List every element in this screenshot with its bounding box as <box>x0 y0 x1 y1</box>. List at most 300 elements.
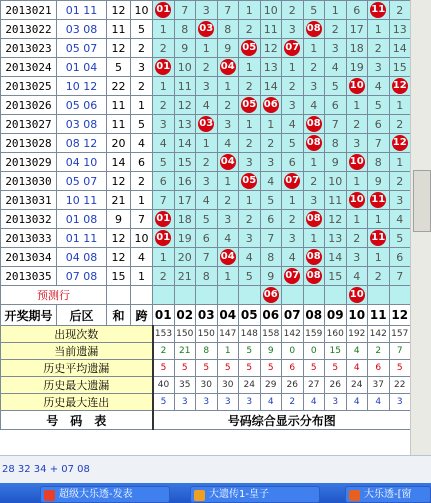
header-number: 08 <box>303 305 325 326</box>
stats-value: 0 <box>282 343 304 360</box>
hit-ball: 04 <box>220 154 236 170</box>
predict-cell[interactable] <box>196 286 218 305</box>
number-cell: 2 <box>368 39 390 58</box>
number-cell: 8 <box>196 267 218 286</box>
period-cell: 2013026 <box>1 96 57 115</box>
span-cell: 10 <box>131 1 153 20</box>
predict-cell[interactable] <box>239 286 261 305</box>
sum-cell: 12 <box>107 172 131 191</box>
stats-value: 5 <box>260 360 282 377</box>
table-row <box>1 39 411 58</box>
header-period: 开奖期号 <box>1 305 57 326</box>
span-cell: 2 <box>131 77 153 96</box>
number-cell: 1 <box>260 115 282 134</box>
back-zone-cell: 10 12 <box>57 77 107 96</box>
hit-ball: 08 <box>306 135 322 151</box>
hit-ball: 07 <box>284 40 300 56</box>
number-cell <box>303 115 325 134</box>
number-cell: 1 <box>196 39 218 58</box>
stats-value: 3 <box>174 394 196 411</box>
stats-value: 4 <box>346 360 368 377</box>
hit-ball: 08 <box>306 268 322 284</box>
number-cell: 3 <box>196 172 218 191</box>
number-cell: 7 <box>389 267 411 286</box>
number-cell <box>153 1 175 20</box>
stats-value: 0 <box>303 343 325 360</box>
stats-value: 159 <box>303 326 325 343</box>
header-number: 07 <box>282 305 304 326</box>
predict-row[interactable] <box>1 286 411 305</box>
stats-value: 30 <box>217 377 239 394</box>
table-row <box>1 115 411 134</box>
number-cell: 2 <box>153 267 175 286</box>
stats-value: 35 <box>174 377 196 394</box>
stats-value: 5 <box>239 343 261 360</box>
number-cell <box>346 191 368 210</box>
stats-row <box>1 394 411 411</box>
span-cell: 2 <box>131 39 153 58</box>
header-number: 06 <box>260 305 282 326</box>
period-cell: 2013023 <box>1 39 57 58</box>
number-cell <box>153 58 175 77</box>
hit-ball: 05 <box>241 97 257 113</box>
stats-value: 22 <box>389 377 411 394</box>
number-cell: 3 <box>303 77 325 96</box>
number-cell <box>282 172 304 191</box>
number-cell: 8 <box>174 20 196 39</box>
hit-ball: 05 <box>241 40 257 56</box>
number-cell <box>303 134 325 153</box>
footer-left: 号 码 表 <box>1 411 153 430</box>
empty-cell <box>107 286 131 305</box>
number-cell: 3 <box>282 20 304 39</box>
stats-value: 27 <box>303 377 325 394</box>
number-cell: 14 <box>174 134 196 153</box>
hit-ball: 11 <box>370 192 386 208</box>
number-cell: 6 <box>260 210 282 229</box>
number-cell <box>346 153 368 172</box>
number-cell: 2 <box>325 20 347 39</box>
number-cell <box>239 172 261 191</box>
number-cell: 5 <box>368 96 390 115</box>
number-cell: 7 <box>325 115 347 134</box>
number-cell: 1 <box>217 267 239 286</box>
predict-cell[interactable] <box>174 286 196 305</box>
number-cell: 2 <box>282 1 304 20</box>
period-cell: 2013022 <box>1 20 57 39</box>
stats-value: 5 <box>153 360 175 377</box>
back-zone-cell: 01 08 <box>57 210 107 229</box>
taskbar <box>0 483 431 503</box>
number-cell: 1 <box>325 1 347 20</box>
hit-ball: 08 <box>306 249 322 265</box>
number-cell: 1 <box>239 58 261 77</box>
hit-ball: 01 <box>155 59 171 75</box>
stats-value: 142 <box>368 326 390 343</box>
number-cell: 2 <box>239 77 261 96</box>
number-cell: 4 <box>239 248 261 267</box>
number-cell: 3 <box>282 229 304 248</box>
span-cell: 4 <box>131 248 153 267</box>
sum-cell: 11 <box>107 115 131 134</box>
period-cell: 2013021 <box>1 1 57 20</box>
stats-value: 29 <box>260 377 282 394</box>
taskbar-item-3[interactable] <box>345 486 431 503</box>
number-cell: 4 <box>389 210 411 229</box>
stats-value: 157 <box>389 326 411 343</box>
header-number: 11 <box>368 305 390 326</box>
stats-label: 历史平均遗漏 <box>1 360 153 377</box>
hit-ball: 10 <box>349 154 365 170</box>
stats-value: 5 <box>196 360 218 377</box>
back-zone-cell: 07 08 <box>57 267 107 286</box>
number-cell: 4 <box>217 229 239 248</box>
stats-value: 160 <box>325 326 347 343</box>
stats-value: 3 <box>196 394 218 411</box>
number-cell: 2 <box>196 153 218 172</box>
number-cell: 17 <box>174 191 196 210</box>
number-cell: 2 <box>389 1 411 20</box>
number-cell <box>389 77 411 96</box>
number-cell: 6 <box>389 248 411 267</box>
number-cell <box>303 267 325 286</box>
hit-ball: 04 <box>220 249 236 265</box>
number-cell: 1 <box>303 229 325 248</box>
app-icon <box>44 490 55 501</box>
number-cell: 6 <box>368 115 390 134</box>
number-cell: 3 <box>217 115 239 134</box>
hit-ball: 08 <box>306 211 322 227</box>
stats-value: 5 <box>174 360 196 377</box>
number-cell: 5 <box>282 134 304 153</box>
vertical-scrollbar[interactable] <box>410 0 431 455</box>
sum-cell: 12 <box>107 39 131 58</box>
sum-cell: 14 <box>107 153 131 172</box>
stats-value: 6 <box>368 360 390 377</box>
back-zone-cell: 04 10 <box>57 153 107 172</box>
taskbar-item-2[interactable] <box>190 486 320 503</box>
header-sum: 和 <box>107 305 131 326</box>
number-cell: 3 <box>282 96 304 115</box>
header-number: 09 <box>325 305 347 326</box>
number-cell: 1 <box>346 172 368 191</box>
stats-value: 15 <box>325 343 347 360</box>
number-cell: 2 <box>346 229 368 248</box>
number-cell: 3 <box>239 153 261 172</box>
number-cell <box>217 153 239 172</box>
table-row <box>1 77 411 96</box>
table-row <box>1 267 411 286</box>
header-number: 10 <box>346 305 368 326</box>
number-cell: 20 <box>174 248 196 267</box>
span-cell: 1 <box>131 267 153 286</box>
number-cell: 1 <box>368 210 390 229</box>
number-cell <box>239 96 261 115</box>
back-zone-cell: 01 11 <box>57 1 107 20</box>
predict-label: 预测行 <box>1 286 107 305</box>
table-row <box>1 1 411 20</box>
number-cell: 3 <box>346 134 368 153</box>
number-cell: 4 <box>217 134 239 153</box>
hit-ball: 01 <box>155 230 171 246</box>
number-cell: 2 <box>217 191 239 210</box>
taskbar-item-label: 超级大乐透-发表 <box>59 489 133 500</box>
number-cell: 3 <box>303 191 325 210</box>
stats-value: 3 <box>239 394 261 411</box>
predict-cell[interactable] <box>368 286 390 305</box>
stats-value: 3 <box>217 394 239 411</box>
hit-ball: 05 <box>241 173 257 189</box>
taskbar-item-1[interactable] <box>40 486 170 503</box>
stats-value: 26 <box>282 377 304 394</box>
number-cell: 15 <box>174 153 196 172</box>
hit-ball: 01 <box>155 211 171 227</box>
stats-value: 24 <box>239 377 261 394</box>
header-number: 05 <box>239 305 261 326</box>
predict-cell[interactable] <box>303 286 325 305</box>
number-cell: 1 <box>346 96 368 115</box>
number-cell: 6 <box>196 229 218 248</box>
table-row <box>1 134 411 153</box>
predicted-ball[interactable]: 06 <box>263 287 279 303</box>
app-icon <box>349 490 360 501</box>
number-cell <box>368 191 390 210</box>
number-cell: 8 <box>325 134 347 153</box>
number-cell: 1 <box>389 153 411 172</box>
stats-value: 147 <box>217 326 239 343</box>
number-cell: 19 <box>346 58 368 77</box>
hit-ball: 03 <box>198 21 214 37</box>
hit-ball: 04 <box>220 59 236 75</box>
number-cell: 7 <box>153 191 175 210</box>
number-cell: 7 <box>368 134 390 153</box>
number-cell: 4 <box>153 134 175 153</box>
number-cell: 3 <box>346 248 368 267</box>
number-cell: 3 <box>325 39 347 58</box>
number-cell: 2 <box>303 172 325 191</box>
table-row <box>1 191 411 210</box>
stats-value: 5 <box>153 394 175 411</box>
span-cell: 1 <box>131 191 153 210</box>
number-cell <box>346 77 368 96</box>
number-cell <box>368 1 390 20</box>
predict-cell[interactable] <box>282 286 304 305</box>
number-cell: 1 <box>282 58 304 77</box>
number-cell <box>282 267 304 286</box>
predict-cell[interactable] <box>346 286 368 305</box>
number-cell: 1 <box>239 1 261 20</box>
number-cell: 7 <box>174 1 196 20</box>
stats-value: 2 <box>153 343 175 360</box>
back-zone-cell: 05 06 <box>57 96 107 115</box>
sum-cell: 12 <box>107 248 131 267</box>
back-zone-cell: 01 11 <box>57 229 107 248</box>
number-cell: 4 <box>196 191 218 210</box>
number-cell: 1 <box>153 248 175 267</box>
number-cell: 21 <box>174 267 196 286</box>
number-cell: 14 <box>325 248 347 267</box>
number-cell: 2 <box>153 39 175 58</box>
stats-label: 历史最大遗漏 <box>1 377 153 394</box>
number-cell: 15 <box>389 58 411 77</box>
number-cell <box>153 229 175 248</box>
number-cell: 3 <box>260 153 282 172</box>
back-zone-cell: 10 11 <box>57 191 107 210</box>
number-cell: 13 <box>260 58 282 77</box>
number-cell: 4 <box>303 96 325 115</box>
sum-cell: 5 <box>107 58 131 77</box>
stats-value: 4 <box>346 343 368 360</box>
stats-value: 4 <box>368 394 390 411</box>
period-cell: 2013034 <box>1 248 57 267</box>
app-icon <box>194 490 205 501</box>
stats-value: 26 <box>325 377 347 394</box>
number-cell: 2 <box>239 20 261 39</box>
sum-cell: 21 <box>107 191 131 210</box>
number-cell: 6 <box>282 153 304 172</box>
predicted-ball[interactable]: 10 <box>349 287 365 303</box>
period-cell: 2013024 <box>1 58 57 77</box>
stats-value: 6 <box>282 360 304 377</box>
hit-ball: 08 <box>306 116 322 132</box>
header-number: 12 <box>389 305 411 326</box>
stats-label: 当前遗漏 <box>1 343 153 360</box>
stats-value: 5 <box>303 360 325 377</box>
period-cell: 2013033 <box>1 229 57 248</box>
stats-value: 9 <box>260 343 282 360</box>
number-cell: 9 <box>325 153 347 172</box>
sum-cell: 12 <box>107 1 131 20</box>
table-row <box>1 229 411 248</box>
number-cell: 1 <box>346 210 368 229</box>
number-cell: 2 <box>282 210 304 229</box>
stats-row <box>1 377 411 394</box>
table-row <box>1 58 411 77</box>
number-cell: 8 <box>217 20 239 39</box>
header-number: 04 <box>217 305 239 326</box>
sum-cell: 11 <box>107 96 131 115</box>
number-cell: 6 <box>325 96 347 115</box>
stats-value: 24 <box>346 377 368 394</box>
period-cell: 2013029 <box>1 153 57 172</box>
number-cell: 19 <box>174 229 196 248</box>
stats-value: 150 <box>174 326 196 343</box>
number-cell: 1 <box>153 77 175 96</box>
number-cell: 5 <box>303 1 325 20</box>
number-cell: 2 <box>368 267 390 286</box>
hit-ball: 11 <box>370 230 386 246</box>
period-cell: 2013027 <box>1 115 57 134</box>
number-cell: 7 <box>260 229 282 248</box>
number-cell <box>282 39 304 58</box>
number-cell: 4 <box>325 58 347 77</box>
back-zone-cell: 03 08 <box>57 115 107 134</box>
stats-value: 158 <box>260 326 282 343</box>
number-cell: 10 <box>325 172 347 191</box>
taskbar-item-label: 大乐透-[窗 <box>364 489 412 500</box>
hit-ball: 07 <box>284 268 300 284</box>
number-cell: 12 <box>325 210 347 229</box>
sum-cell: 20 <box>107 134 131 153</box>
header-back: 后区 <box>57 305 107 326</box>
number-cell: 3 <box>239 229 261 248</box>
stats-value: 5 <box>239 360 261 377</box>
number-cell: 4 <box>346 267 368 286</box>
span-cell: 1 <box>131 96 153 115</box>
number-cell: 4 <box>260 172 282 191</box>
number-cell: 9 <box>174 39 196 58</box>
header-number: 03 <box>196 305 218 326</box>
predict-cell[interactable] <box>325 286 347 305</box>
back-zone-cell: 05 07 <box>57 39 107 58</box>
number-cell <box>260 96 282 115</box>
hit-ball: 06 <box>263 97 279 113</box>
number-cell: 11 <box>260 20 282 39</box>
number-cell: 4 <box>282 248 304 267</box>
number-cell: 1 <box>239 191 261 210</box>
number-cell: 4 <box>368 77 390 96</box>
number-cell: 17 <box>346 20 368 39</box>
number-cell <box>303 210 325 229</box>
stats-value: 4 <box>303 394 325 411</box>
number-cell: 5 <box>325 77 347 96</box>
number-cell: 1 <box>368 248 390 267</box>
hit-ball: 01 <box>155 2 171 18</box>
header-number: 02 <box>174 305 196 326</box>
number-cell: 6 <box>153 172 175 191</box>
number-cell: 9 <box>368 172 390 191</box>
number-cell: 9 <box>260 267 282 286</box>
predict-cell[interactable] <box>153 286 175 305</box>
period-cell: 2013035 <box>1 267 57 286</box>
number-cell: 3 <box>389 191 411 210</box>
number-cell: 1 <box>196 134 218 153</box>
number-cell: 2 <box>389 172 411 191</box>
number-cell <box>389 134 411 153</box>
sum-cell: 11 <box>107 20 131 39</box>
span-cell: 5 <box>131 20 153 39</box>
number-cell: 2 <box>303 58 325 77</box>
predict-cell[interactable] <box>217 286 239 305</box>
number-cell: 11 <box>325 191 347 210</box>
number-cell: 14 <box>389 39 411 58</box>
stats-value: 153 <box>153 326 175 343</box>
predict-cell[interactable] <box>260 286 282 305</box>
predict-cell[interactable] <box>389 286 411 305</box>
number-cell <box>217 58 239 77</box>
scrollbar-thumb[interactable] <box>413 170 431 232</box>
number-cell: 2 <box>282 77 304 96</box>
number-cell: 2 <box>153 96 175 115</box>
number-cell: 5 <box>260 191 282 210</box>
hit-ball: 10 <box>349 78 365 94</box>
stats-label: 出现次数 <box>1 326 153 343</box>
number-cell: 7 <box>196 248 218 267</box>
stats-value: 150 <box>196 326 218 343</box>
number-cell: 2 <box>239 134 261 153</box>
span-cell: 10 <box>131 229 153 248</box>
number-cell <box>368 229 390 248</box>
footer-right: 号码综合显示分布图 <box>153 411 411 430</box>
back-zone-cell: 05 07 <box>57 172 107 191</box>
stats-row <box>1 343 411 360</box>
number-cell: 11 <box>174 77 196 96</box>
stats-value: 1 <box>217 343 239 360</box>
span-cell: 5 <box>131 115 153 134</box>
table-row <box>1 248 411 267</box>
stats-value: 148 <box>239 326 261 343</box>
number-cell: 1 <box>239 115 261 134</box>
